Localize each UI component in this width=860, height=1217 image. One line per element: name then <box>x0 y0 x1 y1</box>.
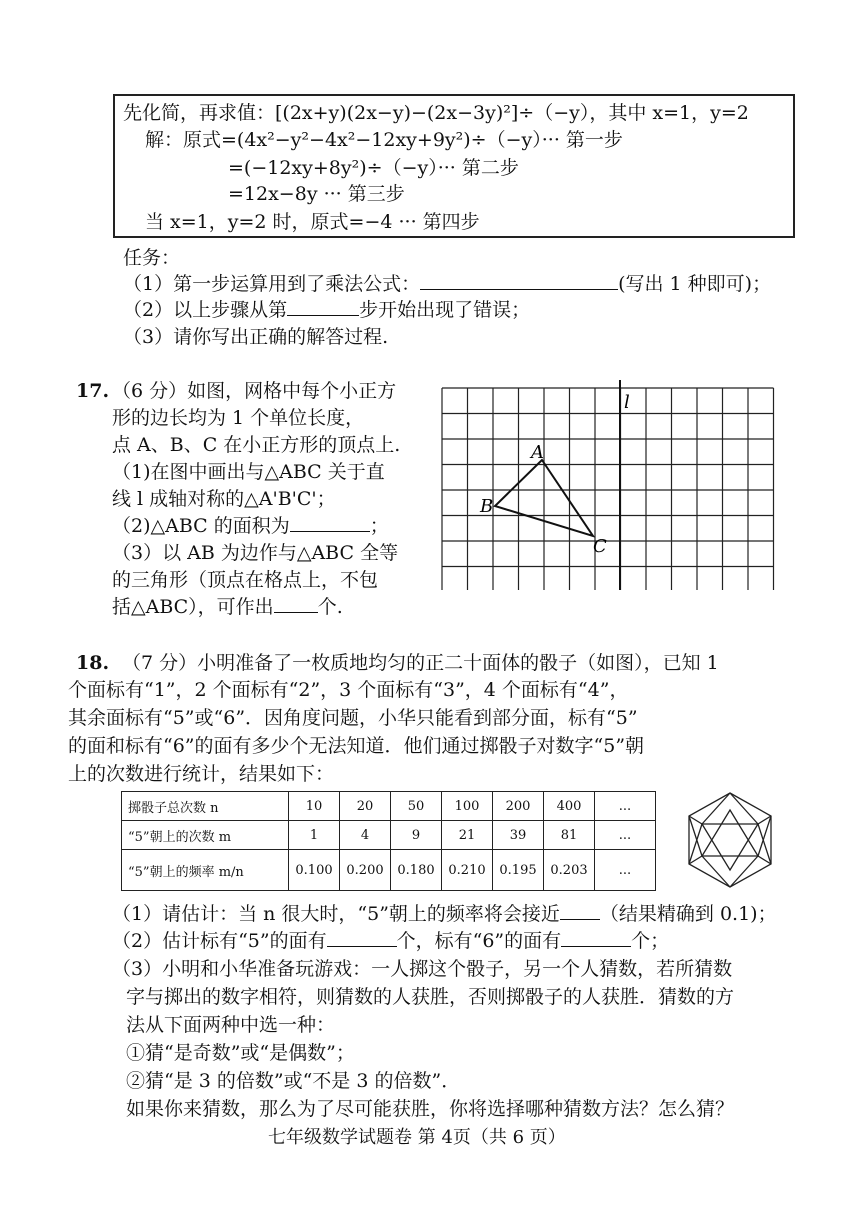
q17-count-answer-blank[interactable] <box>274 594 318 613</box>
q18-sub3-option-2: ②猜“是 3 的倍数”或“不是 3 的倍数”． <box>126 1070 461 1092</box>
q16-step4: 当 x=1，y=2 时，原式=−4 ··· 第四步 <box>145 211 480 233</box>
table-row-m: “5”朝上的次数 m 1 4 9 21 39 81 ... <box>122 821 656 850</box>
q16-task-label: 任务： <box>123 247 181 269</box>
q18-sub3-line-3: 法从下面两种中选一种： <box>126 1014 336 1036</box>
q18-line-2: 个面标有“1”，2 个面标有“2”，3 个面标有“3”，4 个面标有“4”， <box>68 679 629 701</box>
q18-sub1 <box>112 901 777 927</box>
q18-sub2 <box>112 928 669 954</box>
q16-step2: =(−12xy+8y²)÷（−y）··· 第二步 <box>228 157 519 179</box>
label-b: B <box>480 496 494 517</box>
q18-sub2-text-b: 个，标有“6”的面有 <box>396 930 562 952</box>
q17-line9-end: 个. <box>317 596 343 618</box>
q16-task1-answer-blank[interactable] <box>420 271 618 290</box>
page-footer: 七年级数学试题卷 第 4页（共 6 页） <box>268 1127 566 1148</box>
row-header-freq: “5”朝上的频率 m/n <box>122 850 289 891</box>
q18-line-4: 的面和标有“6”的面有多少个无法知道．他们通过掷骰子对数字“5”朝 <box>68 735 645 757</box>
q16-task1 <box>123 271 771 297</box>
row-header-n: 掷骰子总次数 n <box>122 792 289 821</box>
row-header-m: “5”朝上的次数 m <box>122 821 289 850</box>
q17-line-7: （3）以 AB 为边作与△ABC 全等 <box>112 542 399 564</box>
q17-area-answer-blank[interactable] <box>290 513 370 532</box>
q17-line-9 <box>112 594 343 620</box>
grid-lines <box>442 388 774 590</box>
q17-line-2: 形的边长均为 1 个单位长度， <box>112 407 365 429</box>
q17-line-3: 点 A、B、C 在小正方形的顶点上. <box>112 434 401 456</box>
q18-sub2-answer-blank-5[interactable] <box>327 928 397 947</box>
q16-task3: （3）请你写出正确的解答过程. <box>123 326 389 348</box>
q18-sub1-suffix: （结果精确到 0.1)； <box>599 903 777 925</box>
q18-sub2-text-a: （2）估计标有“5”的面有 <box>112 930 327 952</box>
table-row-n: 掷骰子总次数 n 10 20 50 100 200 400 ... <box>122 792 656 821</box>
icosahedron-dice-icon <box>680 790 780 890</box>
q18-sub1-text: （1）请估计：当 n 很大时，“5”朝上的频率将会接近 <box>112 903 560 925</box>
q16-task1-suffix: (写出 1 种即可)； <box>618 273 772 295</box>
q18-sub3-line-1: （3）小明和小华准备玩游戏：一人掷这个骰子，另一个人猜数，若所猜数 <box>112 958 733 980</box>
q18-frequency-table <box>121 791 656 891</box>
q16-task2-text: （2）以上步骤从第 <box>123 299 288 321</box>
q16-task2 <box>123 297 530 323</box>
label-l: l <box>624 392 630 413</box>
q17-count-text: 括△ABC），可作出 <box>112 596 274 618</box>
q17-area-text: （2)△ABC 的面积为 <box>112 515 290 537</box>
q18-line-5: 上的次数进行统计，结果如下： <box>68 763 335 785</box>
q17-line6-end: ； <box>369 515 389 537</box>
label-c: C <box>593 536 607 557</box>
q18-sub3-line-2: 字与掷出的数字相符，则猜数的人获胜，否则掷骰子的人获胜．猜数的方 <box>126 986 735 1008</box>
q17-line-1: （6 分）如图，网格中每个小正方 <box>112 380 397 402</box>
q17-grid-figure <box>430 380 810 590</box>
q18-line-1: （7 分）小明准备了一枚质地均匀的正二十面体的骰子（如图），已知 1 <box>122 652 719 674</box>
q16-task1-text: （1）第一步运算用到了乘法公式： <box>123 273 421 295</box>
q16-task2-suffix: 步开始出现了错误； <box>359 299 531 321</box>
q17-line-5: 线 l 成轴对称的△A'B'C'； <box>112 488 336 510</box>
table-row-freq: “5”朝上的频率 m/n 0.100 0.200 0.180 0.210 0.195 0.203 ... <box>122 850 656 891</box>
q18-number: 18. <box>76 652 110 674</box>
q16-step3: =12x−8y ··· 第三步 <box>228 183 405 205</box>
q16-step1: 解：原式=(4x²−y²−4x²−12xy+9y²)÷（−y）··· 第一步 <box>145 129 623 151</box>
q18-line-3: 其余面标有“5”或“6”．因角度问题，小华只能看到部分面，标有“5” <box>68 707 638 729</box>
q18-sub3-option-1: ①猜“是奇数”或“是偶数”； <box>126 1042 355 1064</box>
q17-number: 17. <box>76 380 110 402</box>
label-a: A <box>531 442 544 463</box>
q17-line-8: 的三角形（顶点在格点上，不包 <box>112 569 379 591</box>
q16-prompt: 先化简，再求值：[(2x+y)(2x−y)−(2x−3y)²]÷（−y），其中 x=1，y=2 <box>123 102 749 124</box>
q18-sub3-question: 如果你来猜数，那么为了尽可能获胜，你将选择哪种猜数方法？怎么猜？ <box>126 1098 735 1120</box>
q16-task2-answer-blank[interactable] <box>287 297 359 316</box>
q17-line-6 <box>112 513 389 539</box>
q18-sub2-text-c: 个； <box>631 930 670 952</box>
q18-sub1-answer-blank[interactable] <box>560 901 600 920</box>
q17-line-4: （1)在图中画出与△ABC 关于直 <box>112 461 385 483</box>
q18-sub2-answer-blank-6[interactable] <box>561 928 631 947</box>
